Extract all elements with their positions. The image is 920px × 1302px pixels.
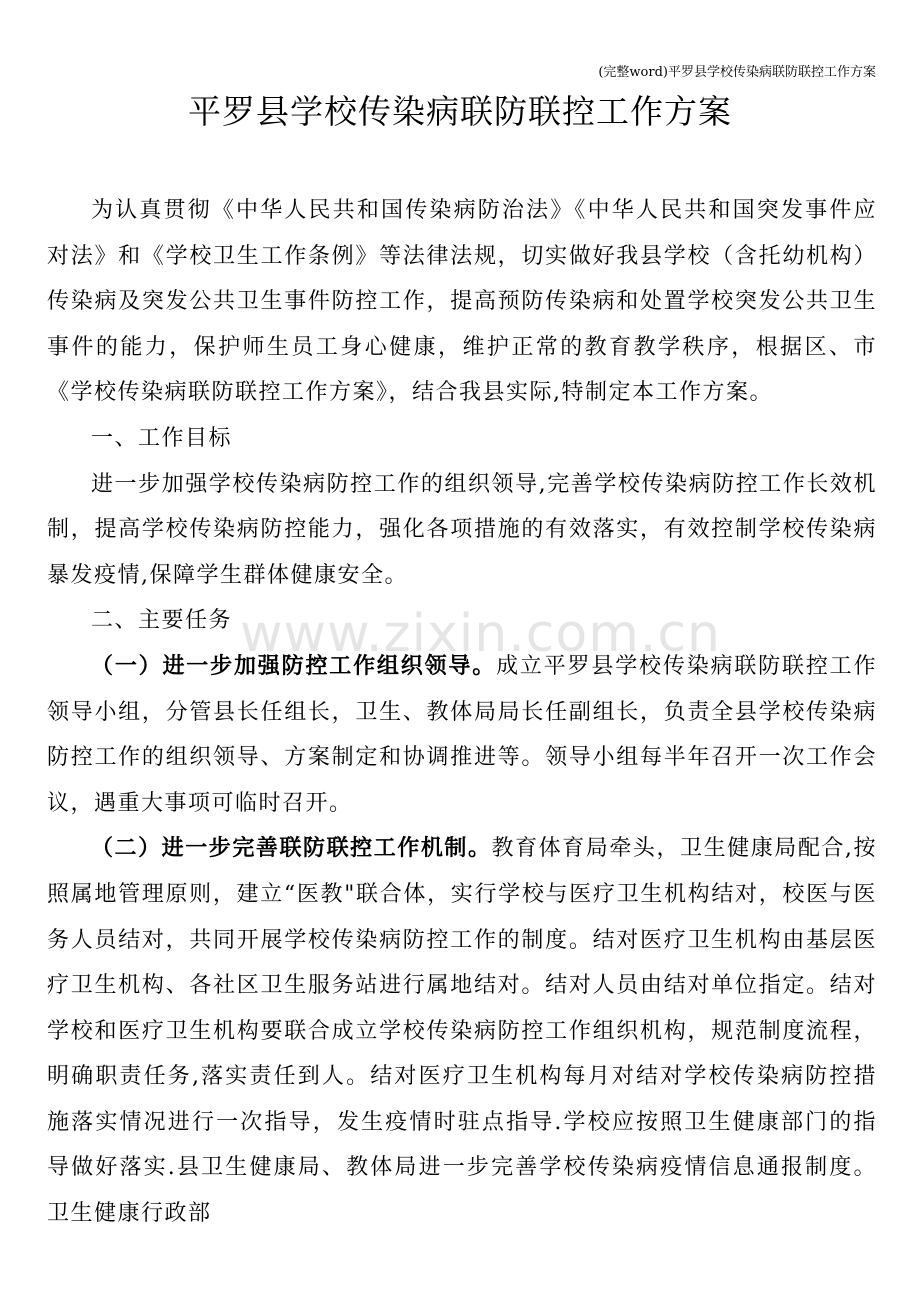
task-item-1-body: 成立平罗县学校传染病联防联控工作领导小组，分管县长任组长，卫生、教体局局长任副组长，负责全县学校传染病防控工作的组织领导、方案制定和协调推进等。领导小组每半年召开一次工作会议，遇重大事项可临时召开。 [47, 653, 877, 816]
goals-paragraph: 进一步加强学校传染病防控工作的组织领导,完善学校传染病防控工作长效机制，提高学校传染病防控能力，强化各项措施的有效落实，有效控制学校传染病暴发疫情,保障学生群体健康安全。 [47, 471, 877, 588]
task-item-2-lead: （二）进一步完善联防联控工作机制。 [91, 835, 492, 862]
task-item-1-lead: （一）进一步加强防控工作组织领导。 [91, 652, 497, 679]
task-item-2-body: 教育体育局牵头，卫生健康局配合,按照属地管理原则，建立“医教"联合体，实行学校与医疗卫生机构结对，校医与医务人员结对，共同开展学校传染病防控工作的制度。结对医疗卫生机构由基层医疗卫生机构、各社区卫生服务站进行属地结对。结对人员由结对单位指定。结对学校和医疗卫生机构要联合成立学校传染病防控工作组织机构，规范制度流程，明确职责任务,落实责任到人。结对医疗卫生机构每月对结对学校传染病防控措施落实情况进行一次指导，发生疫情时驻点指导.学校应按照卫生健康部门的指导做好落实.县卫生健康局、教体局进一步完善学校传染病疫情信息通报制度。卫生健康行政部 [47, 836, 877, 1227]
running-header: (完整word)平罗县学校传染病联防联控工作方案 [598, 65, 876, 80]
section-heading-goals: 一、工作目标 [91, 425, 233, 451]
watermark: www.zixin.com.cn [240, 604, 721, 664]
intro-paragraph: 为认真贯彻《中华人民共和国传染病防治法》《中华人民共和国突发事件应对法》和《学校卫生工作条例》等法律法规，切实做好我县学校（含托幼机构）传染病及突发公共卫生事件防控工作，提高预防传染病和处置学校突发公共卫生事件的能力，保护师生员工身心健康，维护正常的教育教学秩序，根据区、市《学校传染病联防联控工作方案》，结合我县实际,特制定本工作方案。 [47, 198, 877, 406]
document-title: 平罗县学校传染病联防联控工作方案 [188, 92, 732, 131]
task-item-1 [47, 644, 877, 826]
section-heading-tasks: 二、主要任务 [91, 608, 233, 634]
document-body [47, 188, 877, 1237]
task-item-2 [47, 826, 877, 1236]
